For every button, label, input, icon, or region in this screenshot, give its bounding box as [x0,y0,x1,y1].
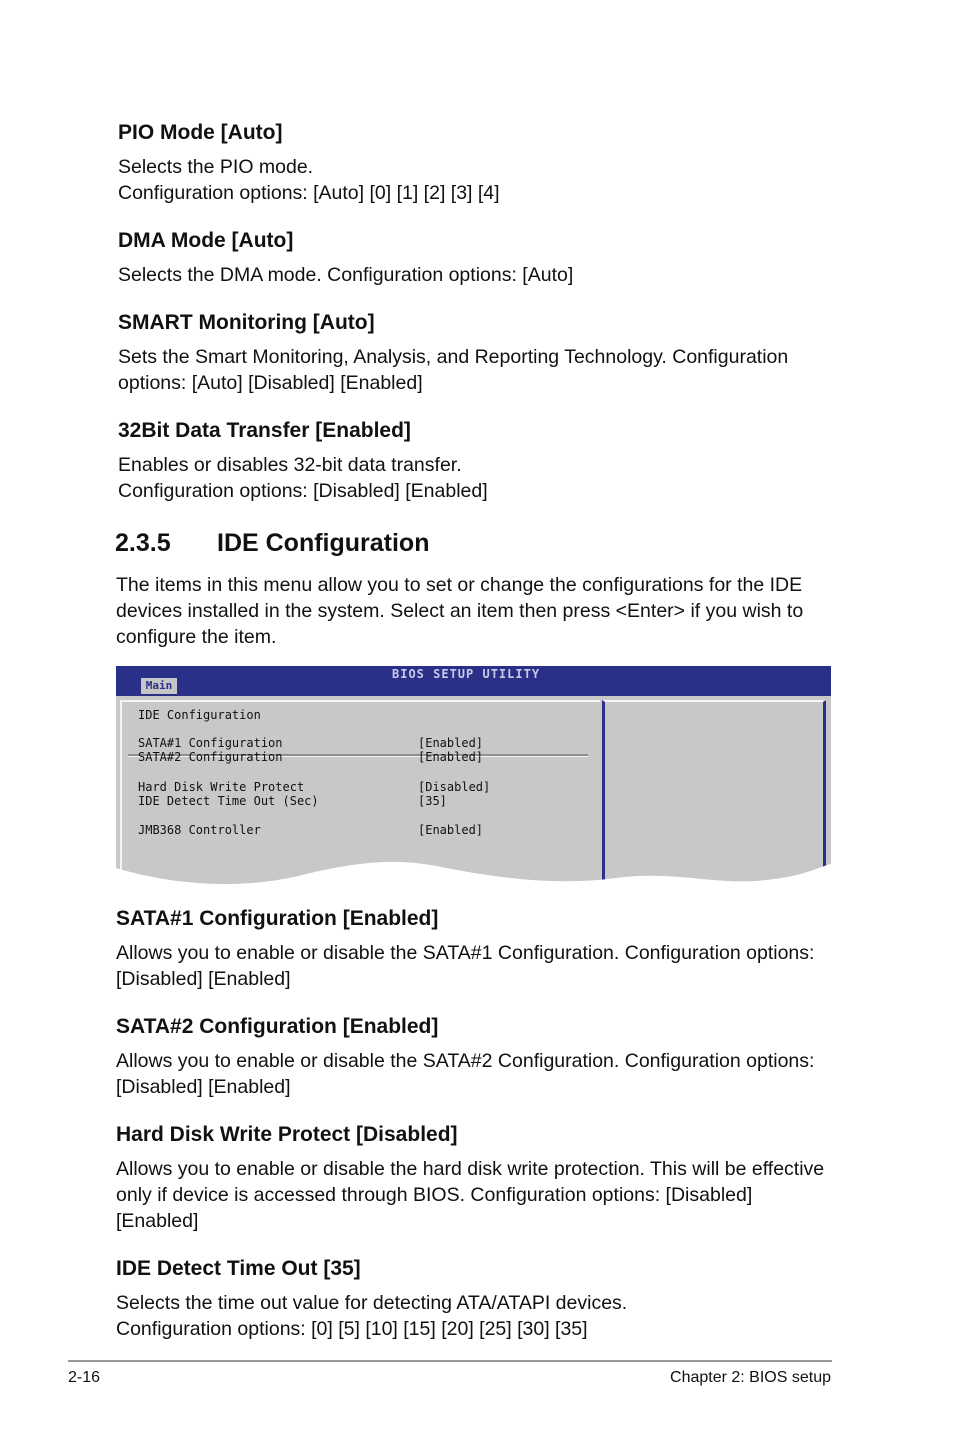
data-transfer-description: Enables or disables 32-bit data transfer. Configuration options: [Disabled] [Enabled] [118,454,488,502]
bios-row-label-detect-timeout[interactable]: IDE Detect Time Out (Sec) [138,794,319,808]
data-transfer-heading: 32Bit Data Transfer [Enabled] [118,419,411,442]
section-heading [115,527,429,559]
smart-monitoring-description: Sets the Smart Monitoring, Analysis, and Reporting Technology. Configuration options: [Auto] [Disabled] [Enabled] [118,346,789,394]
bios-row-label-write-protect[interactable]: Hard Disk Write Protect [138,780,305,794]
bios-row-value-sata2[interactable]: [Enabled] [418,750,484,764]
sata1-heading: SATA#1 Configuration [Enabled] [116,907,439,930]
bios-row-label-jmb368[interactable]: JMB368 Controller [138,823,261,837]
bios-row-value-detect-timeout[interactable]: [35] [418,794,447,808]
sata2-heading: SATA#2 Configuration [Enabled] [116,1015,439,1038]
bios-help-panel [602,700,826,880]
write-protect-description: Allows you to enable or disable the hard disk write protection. This will be effective only if device is accessed through BIOS. Configuration options: [Disabled] [Enabled] [116,1158,825,1232]
bios-row-value-write-protect[interactable]: [Disabled] [418,780,491,794]
dma-mode-description: Selects the DMA mode. Configuration options: [Auto] [118,264,574,286]
sata1-description: Allows you to enable or disable the SATA#1 Configuration. Configuration options: [Disabled] [Enabled] [116,942,815,990]
sata2-description: Allows you to enable or disable the SATA#2 Configuration. Configuration options: [Disabled] [Enabled] [116,1050,815,1098]
pio-mode-description: Selects the PIO mode. Configuration options: [Auto] [0] [1] [2] [3] [4] [118,156,500,204]
smart-monitoring-heading: SMART Monitoring [Auto] [118,311,375,334]
bios-row-label-sata1[interactable]: SATA#1 Configuration [138,736,283,750]
bios-row-value-jmb368[interactable]: [Enabled] [418,823,484,837]
section-number: 2.3.5 [115,529,171,557]
section-title: IDE Configuration [217,529,430,557]
bios-title-bar [116,666,831,696]
bios-screen-heading: IDE Configuration [138,708,261,722]
detect-timeout-heading: IDE Detect Time Out [35] [116,1257,361,1280]
pio-mode-heading: PIO Mode [Auto] [118,121,283,144]
bios-tab-main[interactable]: Main [141,678,177,694]
torn-edge [116,856,831,896]
bios-row-value-sata1[interactable]: [Enabled] [418,736,484,750]
bios-title: BIOS SETUP UTILITY [392,667,541,681]
bios-row-label-sata2[interactable]: SATA#2 Configuration [138,750,283,764]
footer-rule [68,1360,832,1362]
section-intro: The items in this menu allow you to set or change the configurations for the IDE devices installed in the system. Select an item then press <Enter> if you wish to configure the item. [116,574,804,648]
chapter-label: Chapter 2: BIOS setup [670,1369,831,1386]
page-number: 2-16 [68,1369,101,1386]
write-protect-heading: Hard Disk Write Protect [Disabled] [116,1123,458,1146]
bios-screenshot [116,666,831,896]
detect-timeout-description: Selects the time out value for detecting ATA/ATAPI devices. Configuration options: [0] [5] [10] [15] [20] [25] [30] [35] [116,1292,628,1340]
dma-mode-heading: DMA Mode [Auto] [118,229,294,252]
